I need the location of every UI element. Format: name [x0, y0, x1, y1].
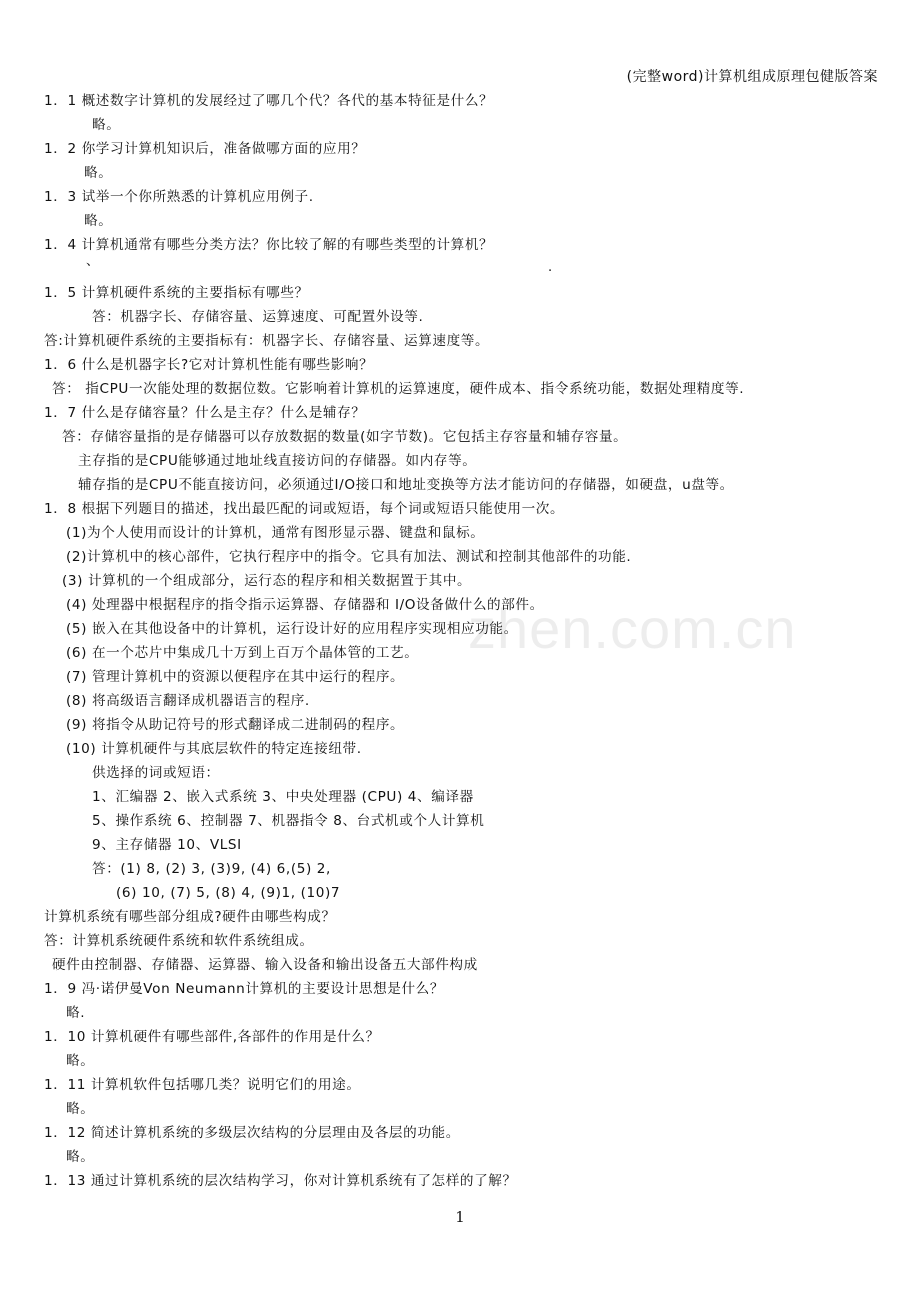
- answer-1-2: 略。: [84, 165, 113, 181]
- question-1-6: 1．6 什么是机器字长?它对计算机性能有哪些影响？: [44, 357, 374, 373]
- stray-dot-mark: .: [548, 260, 553, 275]
- question-1-9: 1．9 冯·诺伊曼Von Neumann计算机的主要设计思想是什么？: [44, 981, 445, 997]
- item-1-8-6: (6) 在一个芯片中集成几十万到上百万个晶体管的工艺。: [66, 645, 419, 661]
- answer-1-5-a: 答：机器字长、存储容量、运算速度、可配置外设等.: [92, 309, 424, 325]
- document-header-title: (完整word)计算机组成原理包健版答案: [626, 69, 878, 85]
- question-1-2: 1．2 你学习计算机知识后，准备做哪方面的应用？: [44, 141, 366, 157]
- answer-1-10: 略。: [66, 1053, 95, 1069]
- item-1-8-4: (4) 处理器中根据程序的指令指示运算器、存储器和 I/O设备做什么的部件。: [66, 597, 544, 613]
- options-row-3: 9、主存储器 10、VLSI: [92, 837, 242, 853]
- answer-1-11: 略。: [66, 1101, 95, 1117]
- answer-1-5-b: 答:计算机硬件系统的主要指标有：机器字长、存储容量、运算速度等。: [44, 333, 490, 349]
- question-1-4: 1．4 计算机通常有哪些分类方法？你比较了解的有哪些类型的计算机？: [44, 237, 494, 253]
- answer-1-3: 略。: [84, 213, 113, 229]
- item-1-8-1: (1)为个人使用而设计的计算机，通常有图形显示器、键盘和鼠标。: [66, 525, 485, 541]
- item-1-8-5: (5) 嵌入在其他设备中的计算机，运行设计好的应用程序实现相应功能。: [66, 621, 518, 637]
- answer-1-12: 略。: [66, 1149, 95, 1165]
- watermark: zhen.com.cn: [468, 597, 797, 660]
- question-system-parts: 计算机系统有哪些部分组成?硬件由哪些构成？: [44, 909, 336, 925]
- item-1-8-2: (2)计算机中的核心部件，它执行程序中的指令。它具有加法、测试和控制其他部件的功能.: [66, 549, 632, 565]
- page-number: 1: [455, 1208, 465, 1226]
- question-1-8: 1．8 根据下列题目的描述，找出最匹配的词或短语，每个词或短语只能使用一次。: [44, 501, 565, 517]
- options-heading: 供选择的词或短语：: [92, 765, 220, 781]
- answer-1-9: 略.: [66, 1005, 86, 1021]
- answer-1-7-c: 辅存指的是CPU不能直接访问，必须通过I/O接口和地址变换等方法才能访问的存储器，如硬盘，u盘等。: [78, 477, 734, 493]
- question-1-3: 1．3 试举一个你所熟悉的计算机应用例子.: [44, 189, 314, 205]
- item-1-8-7: (7) 管理计算机中的资源以便程序在其中运行的程序。: [66, 669, 405, 685]
- item-1-8-8: (8) 将高级语言翻译成机器语言的程序.: [66, 693, 310, 709]
- answer-system-parts-a: 答：计算机系统硬件系统和软件系统组成。: [44, 933, 314, 949]
- question-1-12: 1．12 简述计算机系统的多级层次结构的分层理由及各层的功能。: [44, 1125, 460, 1141]
- question-1-1: 1．1 概述数字计算机的发展经过了哪几个代？各代的基本特征是什么？: [44, 93, 494, 109]
- stray-tick-mark: 、: [86, 254, 100, 269]
- item-1-8-10: (10) 计算机硬件与其底层软件的特定连接纽带.: [66, 741, 362, 757]
- answer-1-8-a: 答：(1) 8, (2) 3, (3)9, (4) 6,(5) 2,: [92, 861, 331, 877]
- answer-1-8-b: (6) 10, (7) 5, (8) 4, (9)1, (10)7: [116, 885, 341, 901]
- answer-1-6: 答： 指CPU一次能处理的数据位数。它影响着计算机的运算速度，硬件成本、指令系统功能，数据处理精度等.: [52, 381, 745, 397]
- question-1-7: 1．7 什么是存储容量？什么是主存？什么是辅存？: [44, 405, 366, 421]
- answer-1-1: 略。: [92, 117, 121, 133]
- question-1-13: 1．13 通过计算机系统的层次结构学习，你对计算机系统有了怎样的了解？: [44, 1173, 517, 1189]
- question-1-10: 1．10 计算机硬件有哪些部件,各部件的作用是什么？: [44, 1029, 380, 1045]
- options-row-1: 1、汇编器 2、嵌入式系统 3、中央处理器 (CPU) 4、编译器: [92, 789, 474, 805]
- answer-1-7-a: 答：存储容量指的是存储器可以存放数据的数量(如字节数)。它包括主存容量和辅存容量。: [62, 429, 628, 445]
- question-1-5: 1．5 计算机硬件系统的主要指标有哪些？: [44, 285, 309, 301]
- question-1-11: 1．11 计算机软件包括哪几类？说明它们的用途。: [44, 1077, 361, 1093]
- item-1-8-9: (9) 将指令从助记符号的形式翻译成二进制码的程序。: [66, 717, 405, 733]
- answer-1-7-b: 主存指的是CPU能够通过地址线直接访问的存储器。如内存等。: [78, 453, 477, 469]
- answer-system-parts-b: 硬件由控制器、存储器、运算器、输入设备和输出设备五大部件构成: [52, 957, 478, 973]
- options-row-2: 5、操作系统 6、控制器 7、机器指令 8、台式机或个人计算机: [92, 813, 485, 829]
- item-1-8-3: (3) 计算机的一个组成部分，运行态的程序和相关数据置于其中。: [62, 573, 472, 589]
